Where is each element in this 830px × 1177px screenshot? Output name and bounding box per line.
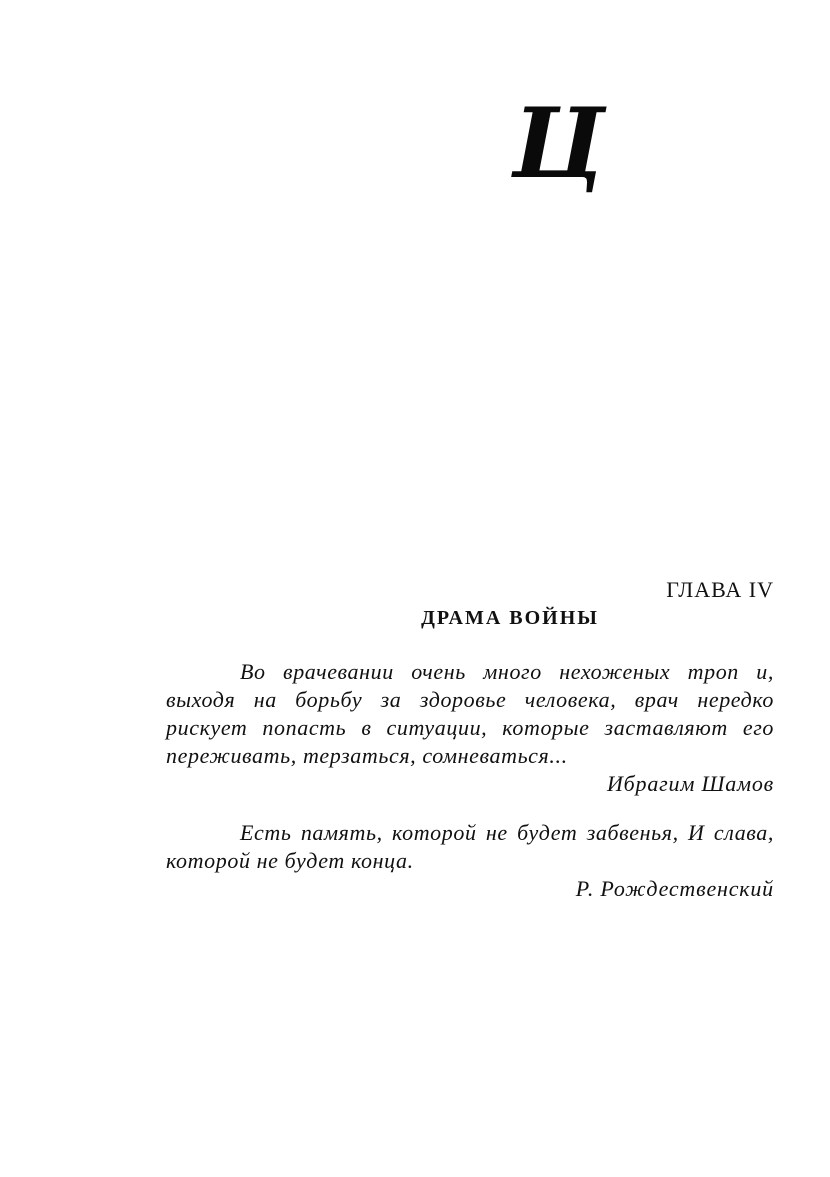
- epigraph-text: Есть память, которой не будет забвенья, И слава, которой не будет конца.: [166, 820, 774, 873]
- epigraph-1: [166, 658, 774, 798]
- epigraph-2: [166, 819, 774, 903]
- chapter-title: ДРАМА ВОЙНЫ: [421, 607, 599, 629]
- epigraph-author: Р. Рождественский: [575, 876, 774, 901]
- epigraph-author: Ибрагим Шамов: [606, 771, 774, 796]
- epigraph-text: Во врачевании очень много нехоженых троп и, выходя на борьбу за здоровье человека, врач нередко рискует попасть в ситуации, которые заставляют его переживать, терзаться, сомневаться...: [166, 659, 774, 768]
- chapter-label: ГЛАВА IV: [666, 577, 774, 602]
- decorative-drop-letter: Ц: [512, 87, 605, 200]
